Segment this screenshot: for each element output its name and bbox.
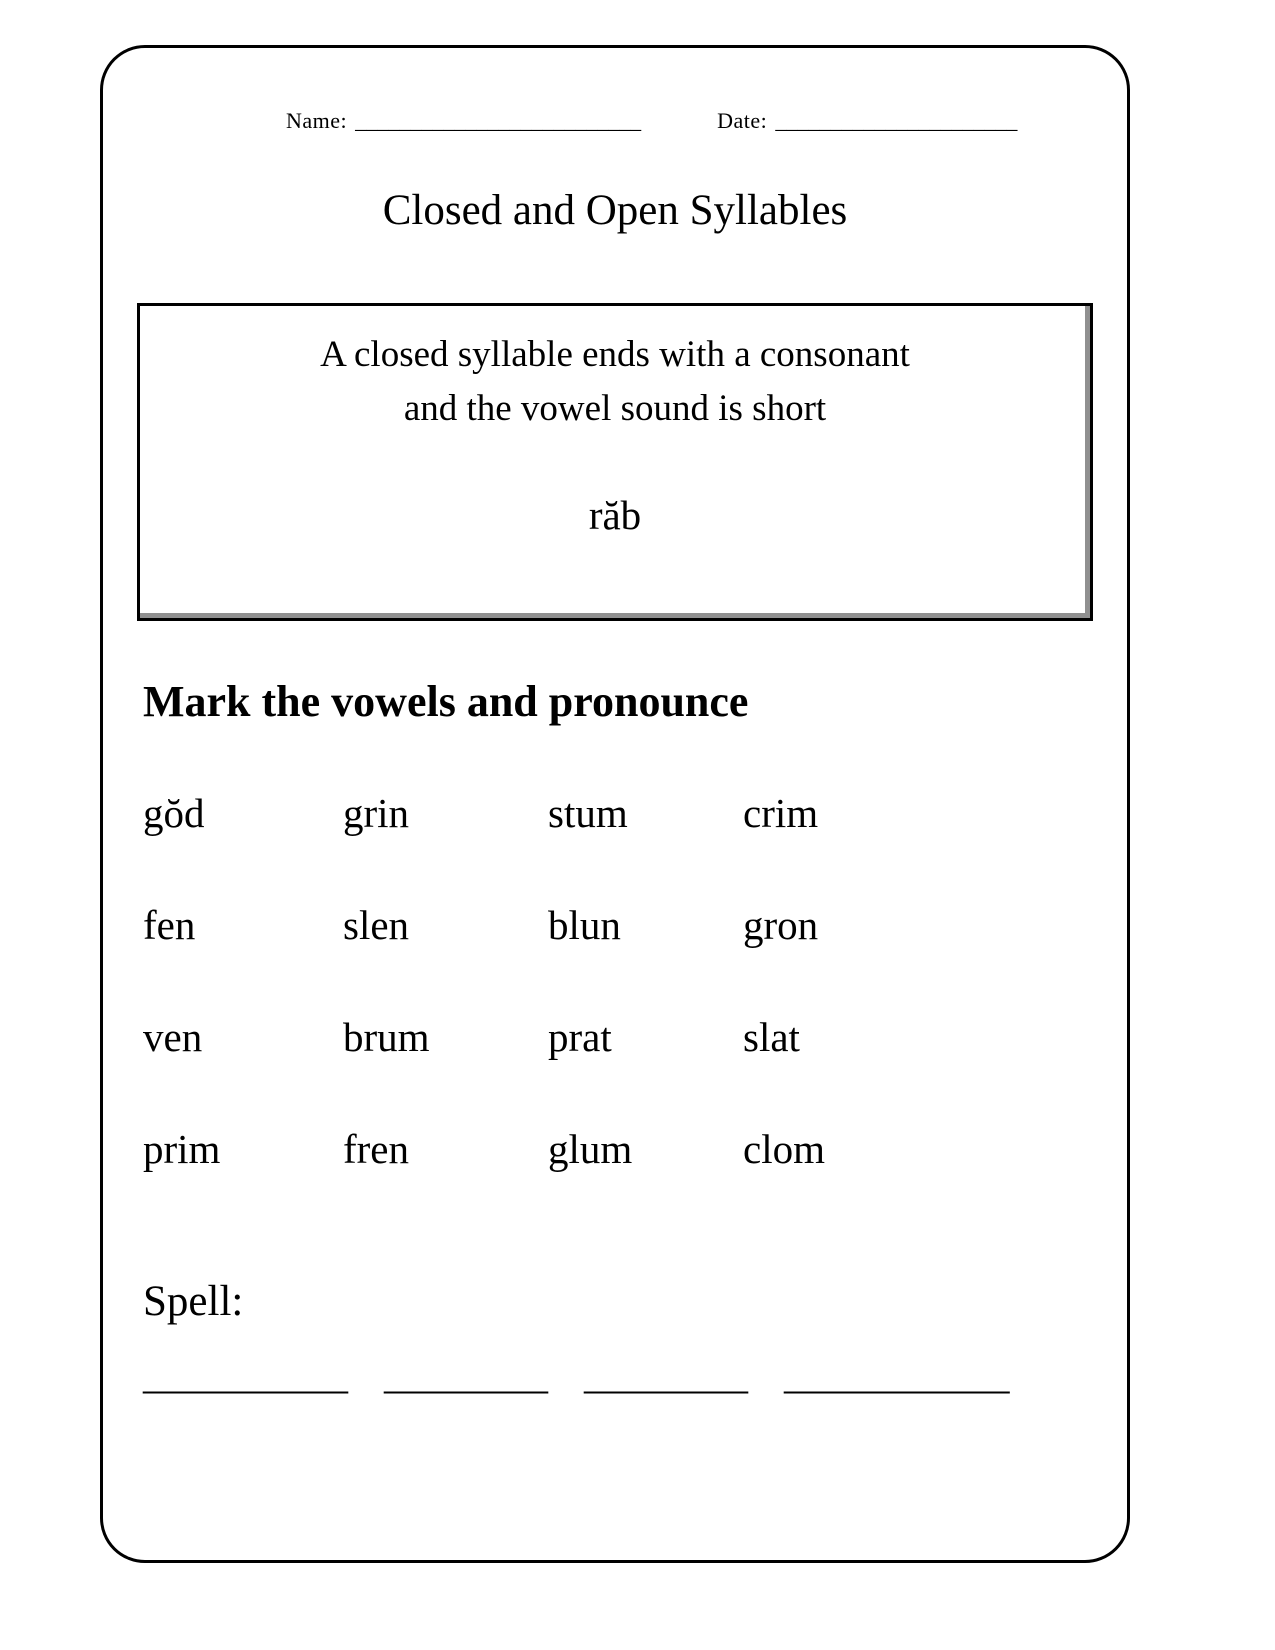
name-blank-line: __________________________: [355, 108, 642, 133]
word-cell: slat: [743, 1014, 800, 1060]
spell-label: Spell:: [143, 1278, 244, 1325]
word-cell: slen: [343, 902, 410, 948]
word-cell: prim: [143, 1126, 221, 1172]
word-cell: gŏd: [143, 790, 205, 836]
word-cell: crim: [743, 790, 819, 836]
word-cell: fren: [343, 1126, 410, 1172]
word-cell: gron: [743, 902, 819, 948]
exercise-heading: Mark the vowels and pronounce: [143, 677, 749, 726]
word-cell: ven: [143, 1014, 203, 1060]
definition-line-2: and the vowel sound is short: [403, 387, 827, 429]
spell-blanks-row: [143, 1350, 1127, 1398]
definition-line-1: A closed syllable ends with a consonant: [320, 334, 910, 375]
date-blank-line: ______________________: [775, 108, 1018, 133]
word-cell: glum: [548, 1126, 633, 1172]
word-cell: fen: [143, 902, 196, 948]
word-grid: [143, 789, 1043, 1173]
spell-blank-line: ___________: [784, 1351, 1010, 1397]
word-cell: prat: [548, 1014, 612, 1060]
worksheet-border: [100, 45, 1130, 1563]
word-cell: brum: [343, 1014, 430, 1060]
word-cell: clom: [743, 1126, 825, 1172]
date-label: Date:: [717, 108, 768, 133]
date-field: [717, 108, 1017, 134]
word-cell: grin: [343, 790, 410, 836]
name-label: Name:: [286, 108, 348, 133]
definition-box: [137, 303, 1093, 621]
word-cell: blun: [548, 902, 621, 948]
spell-blank-line: __________: [143, 1351, 348, 1397]
name-field: [286, 108, 641, 134]
spell-blank-line: ________: [384, 1351, 548, 1397]
spell-blank-line: ________: [584, 1351, 748, 1397]
page-title: Closed and Open Syllables: [382, 187, 848, 234]
header-row: [103, 48, 1127, 134]
word-cell: stum: [548, 790, 628, 836]
example-word: răb: [588, 492, 642, 539]
